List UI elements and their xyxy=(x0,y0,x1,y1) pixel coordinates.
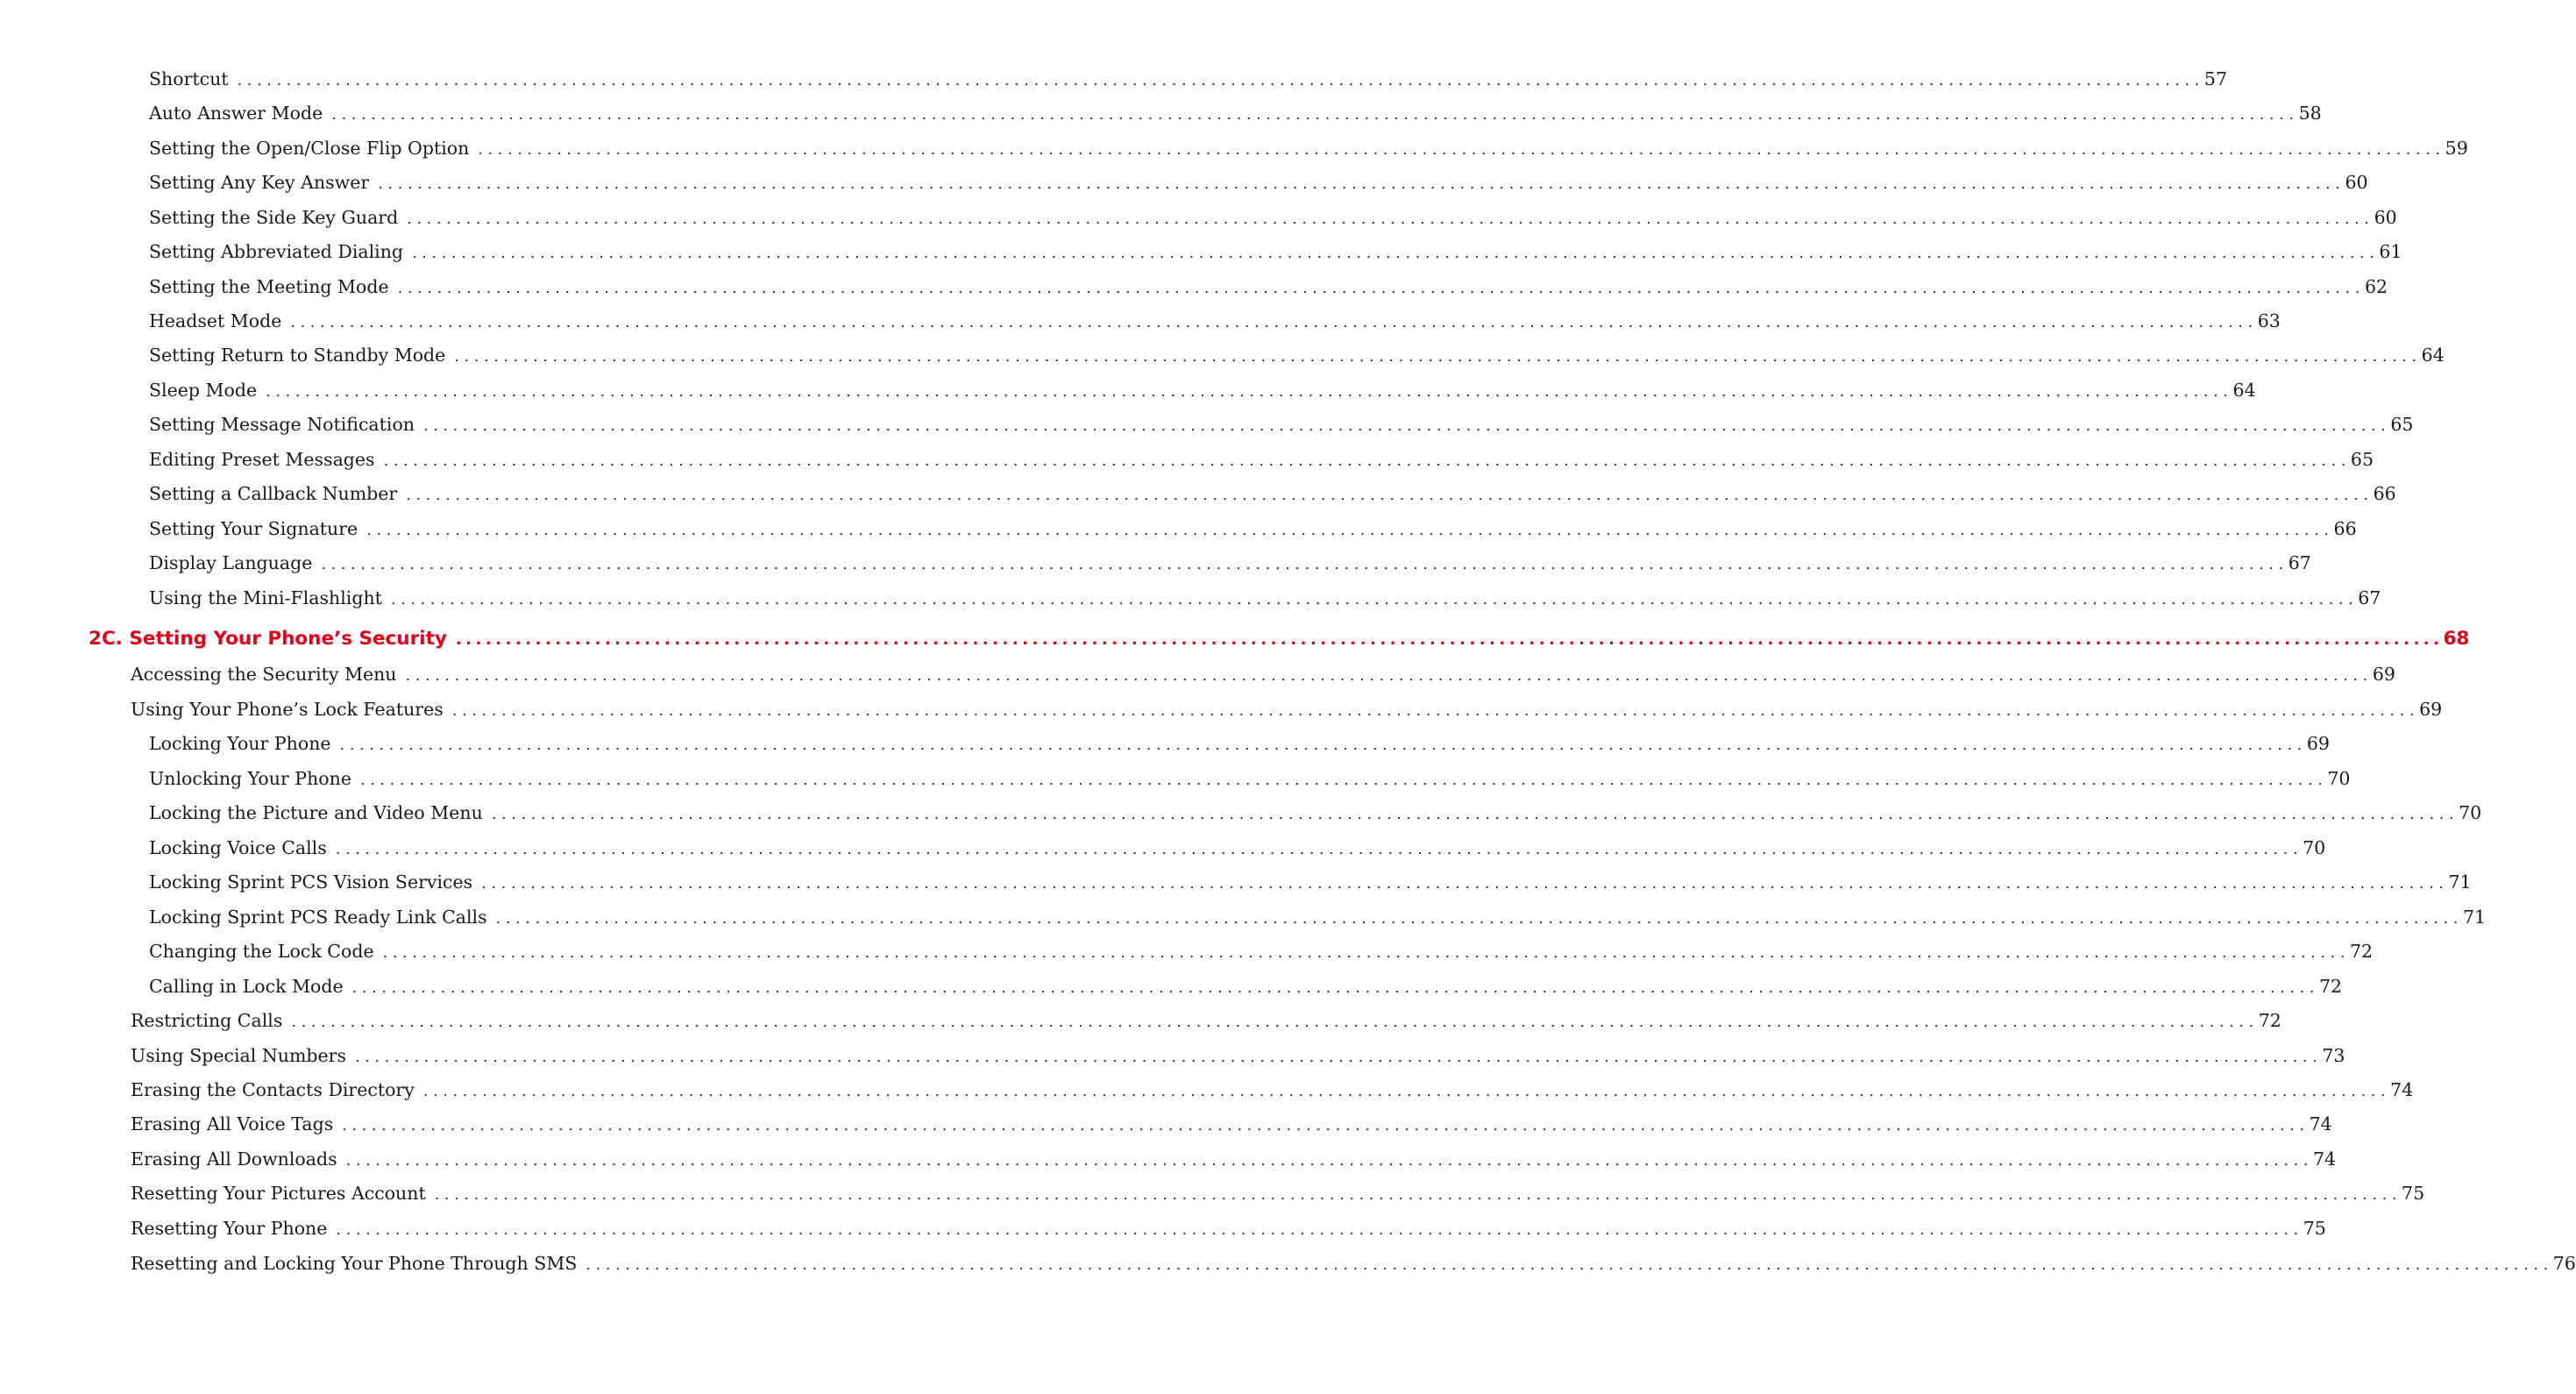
dot-leader: ........................................................................................................................................................................................................ xyxy=(412,244,2380,262)
entry-title: Resetting Your Phone xyxy=(131,1218,328,1239)
entry-title: Erasing the Contacts Directory xyxy=(131,1079,415,1100)
entry-title: Setting Return to Standby Mode xyxy=(149,345,446,366)
dot-leader: ........................................................................................................................................................................................................ xyxy=(354,1048,2323,1066)
entry-title: Setting a Callback Number xyxy=(149,483,398,504)
entry-title: Using Special Numbers xyxy=(131,1045,346,1066)
dot-leader: ........................................................................................................................................................................................................ xyxy=(266,382,2233,401)
entry-title: Changing the Lock Code xyxy=(149,941,374,962)
toc-entry[interactable] xyxy=(149,480,2396,507)
toc-entry[interactable] xyxy=(149,446,2374,473)
entry-title: Setting Any Key Answer xyxy=(149,172,370,193)
entry-title: Locking Your Phone xyxy=(149,733,331,754)
page-number: 62 xyxy=(2364,276,2388,297)
entry-title: Resetting and Locking Your Phone Through SMS xyxy=(131,1253,578,1274)
page-number: 75 xyxy=(2402,1183,2425,1204)
page-number: 63 xyxy=(2257,310,2281,331)
entry-title: Erasing All Downloads xyxy=(131,1149,337,1170)
toc-entry[interactable] xyxy=(149,411,2414,437)
dot-leader: ........................................................................................................................................................................................................ xyxy=(407,210,2374,228)
toc-entry[interactable] xyxy=(131,696,2443,722)
dot-leader: ........................................................................................................................................................................................................ xyxy=(405,666,2373,685)
page-number: 70 xyxy=(2327,768,2351,789)
page-number: 60 xyxy=(2374,207,2397,228)
page-number: 73 xyxy=(2322,1045,2345,1066)
page-number: 74 xyxy=(2312,1149,2337,1170)
toc-entry[interactable] xyxy=(149,377,2256,403)
page-number: 69 xyxy=(2419,699,2443,720)
dot-leader: ........................................................................................................................................................................................................ xyxy=(481,874,2449,893)
dot-leader: ........................................................................................................................................................................................................ xyxy=(378,174,2345,193)
toc-entry[interactable] xyxy=(149,938,2374,964)
toc-entry[interactable] xyxy=(149,550,2311,576)
toc-entry[interactable] xyxy=(149,66,2227,92)
toc-entry[interactable] xyxy=(149,800,2482,826)
toc-entry[interactable] xyxy=(149,169,2368,196)
entry-title: Unlocking Your Phone xyxy=(149,768,351,789)
entry-title: Setting Abbreviated Dialing xyxy=(149,241,404,262)
dot-leader: ........................................................................................................................................................................................................ xyxy=(390,590,2359,608)
page-number: 76 xyxy=(2552,1253,2576,1274)
dot-leader: ........................................................................................................................................................................................................ xyxy=(478,140,2445,159)
page-number: 64 xyxy=(2232,380,2256,401)
entry-title: Resetting Your Pictures Account xyxy=(131,1183,426,1204)
entry-title: Accessing the Security Menu xyxy=(131,664,397,685)
toc-entry[interactable] xyxy=(131,1077,2414,1103)
dot-leader: ........................................................................................................................................................................................................ xyxy=(454,347,2422,366)
entry-title: Calling in Lock Mode xyxy=(149,976,344,997)
entry-title: Using Your Phone’s Lock Features xyxy=(131,699,444,720)
entry-title: Setting the Meeting Mode xyxy=(149,276,389,297)
entry-title: 2C. Setting Your Phone’s Security xyxy=(89,628,447,650)
toc-entry[interactable] xyxy=(149,973,2343,999)
dot-leader: ........................................................................................................................................................................................................ xyxy=(321,555,2289,573)
entry-title: Auto Answer Mode xyxy=(149,103,323,124)
toc-entry[interactable] xyxy=(149,835,2326,861)
dot-leader: ........................................................................................................................................................................................................ xyxy=(382,943,2350,962)
page-number: 70 xyxy=(2303,837,2326,858)
toc-entry[interactable] xyxy=(149,204,2397,231)
toc-entry[interactable] xyxy=(131,1180,2425,1206)
page-number: 61 xyxy=(2379,241,2402,262)
entry-title: Locking Sprint PCS Ready Link Calls xyxy=(149,907,487,928)
dot-leader: ........................................................................................................................................................................................................ xyxy=(495,909,2463,928)
toc-entry[interactable] xyxy=(131,1111,2332,1137)
entry-title: Setting the Side Key Guard xyxy=(149,207,399,228)
page-number: 58 xyxy=(2298,103,2322,124)
dot-leader: ........................................................................................................................................................................................................ xyxy=(434,1185,2402,1204)
entry-title: Setting Message Notification xyxy=(149,414,415,435)
dot-leader: ........................................................................................................................................................................................................ xyxy=(342,1116,2310,1134)
page-number: 65 xyxy=(2350,449,2374,470)
toc-entry[interactable] xyxy=(149,238,2402,265)
entry-title: Setting the Open/Close Flip Option xyxy=(149,138,470,159)
dot-leader: ........................................................................................................................................................................................................ xyxy=(366,521,2334,539)
dot-leader: ........................................................................................................................................................................................................ xyxy=(359,771,2328,789)
page-number: 74 xyxy=(2309,1113,2332,1134)
dot-leader: ........................................................................................................................................................................................................ xyxy=(335,840,2303,858)
entry-title: Editing Preset Messages xyxy=(149,449,375,470)
page-number: 72 xyxy=(2258,1010,2281,1031)
toc-entry[interactable] xyxy=(131,1007,2281,1034)
dot-leader: ........................................................................................................................................................................................................ xyxy=(345,1151,2313,1170)
toc-entry[interactable] xyxy=(149,904,2487,930)
page-number: 67 xyxy=(2288,552,2311,573)
dot-leader: ........................................................................................................................................................................................................ xyxy=(351,978,2319,997)
toc-entry[interactable] xyxy=(149,765,2351,792)
page-number: 72 xyxy=(2319,976,2343,997)
page-number: 72 xyxy=(2349,941,2374,962)
dot-leader: ........................................................................................................................................................................................................ xyxy=(491,805,2459,823)
page-number: 65 xyxy=(2390,414,2414,435)
chapter-entry[interactable] xyxy=(89,626,2470,652)
dot-leader: ........................................................................................................................................................................................................ xyxy=(406,486,2374,504)
page-number: 67 xyxy=(2358,587,2381,608)
toc-entry[interactable] xyxy=(149,869,2472,895)
toc-entry[interactable] xyxy=(131,1042,2345,1069)
dot-leader: ........................................................................................................................................................................................................ xyxy=(237,71,2204,89)
dot-leader: ........................................................................................................................................................................................................ xyxy=(422,1082,2391,1100)
dot-leader: ........................................................................................................................................................................................................ xyxy=(455,630,2444,649)
dot-leader: ........................................................................................................................................................................................................ xyxy=(336,1220,2303,1239)
page-number: 70 xyxy=(2459,802,2482,823)
entry-title: Sleep Mode xyxy=(149,380,258,401)
dot-leader: ........................................................................................................................................................................................................ xyxy=(291,1013,2259,1031)
entry-title: Locking Voice Calls xyxy=(149,837,327,858)
page-number: 75 xyxy=(2303,1218,2326,1239)
toc-entry[interactable] xyxy=(149,585,2381,611)
page-number: 71 xyxy=(2448,871,2472,893)
entry-title: Using the Mini-Flashlight xyxy=(149,587,382,608)
dot-leader: ........................................................................................................................................................................................................ xyxy=(331,105,2299,124)
toc-entry[interactable] xyxy=(149,135,2468,161)
entry-title: Headset Mode xyxy=(149,310,282,331)
dot-leader: ........................................................................................................................................................................................................ xyxy=(383,452,2351,470)
toc-entry[interactable] xyxy=(149,342,2445,368)
entry-title: Locking the Picture and Video Menu xyxy=(149,802,483,823)
page-number: 66 xyxy=(2373,483,2396,504)
page-number: 59 xyxy=(2445,138,2468,159)
dot-leader: ........................................................................................................................................................................................................ xyxy=(451,701,2420,720)
entry-title: Shortcut xyxy=(149,68,229,89)
entry-title: Setting Your Signature xyxy=(149,518,358,539)
toc-entry[interactable] xyxy=(131,661,2395,687)
toc-entry[interactable] xyxy=(131,1146,2337,1172)
dot-leader: ........................................................................................................................................................................................................ xyxy=(423,416,2391,435)
toc-entry[interactable] xyxy=(149,516,2357,542)
page-number: 57 xyxy=(2203,68,2227,89)
toc-entry[interactable] xyxy=(131,1215,2326,1241)
page-number: 68 xyxy=(2443,628,2470,650)
toc-entry[interactable] xyxy=(149,274,2388,300)
dot-leader: ........................................................................................................................................................................................................ xyxy=(339,736,2307,754)
page-number: 74 xyxy=(2390,1079,2414,1100)
page-number: 60 xyxy=(2345,172,2368,193)
toc-entry[interactable] xyxy=(131,1250,2576,1277)
toc-entry[interactable] xyxy=(149,308,2281,334)
page-number: 71 xyxy=(2462,907,2487,928)
dot-leader: ........................................................................................................................................................................................................ xyxy=(585,1255,2553,1274)
entry-title: Restricting Calls xyxy=(131,1010,283,1031)
dot-leader: ........................................................................................................................................................................................................ xyxy=(290,313,2258,331)
toc-entry[interactable] xyxy=(149,730,2330,757)
entry-title: Locking Sprint PCS Vision Services xyxy=(149,871,473,893)
page-number: 66 xyxy=(2333,518,2357,539)
page-number: 69 xyxy=(2372,664,2395,685)
page-number: 69 xyxy=(2306,733,2330,754)
page-number: 64 xyxy=(2421,345,2445,366)
entry-title: Erasing All Voice Tags xyxy=(131,1113,334,1134)
dot-leader: ........................................................................................................................................................................................................ xyxy=(397,279,2365,297)
entry-title: Display Language xyxy=(149,552,313,573)
toc-entry[interactable] xyxy=(149,100,2322,126)
